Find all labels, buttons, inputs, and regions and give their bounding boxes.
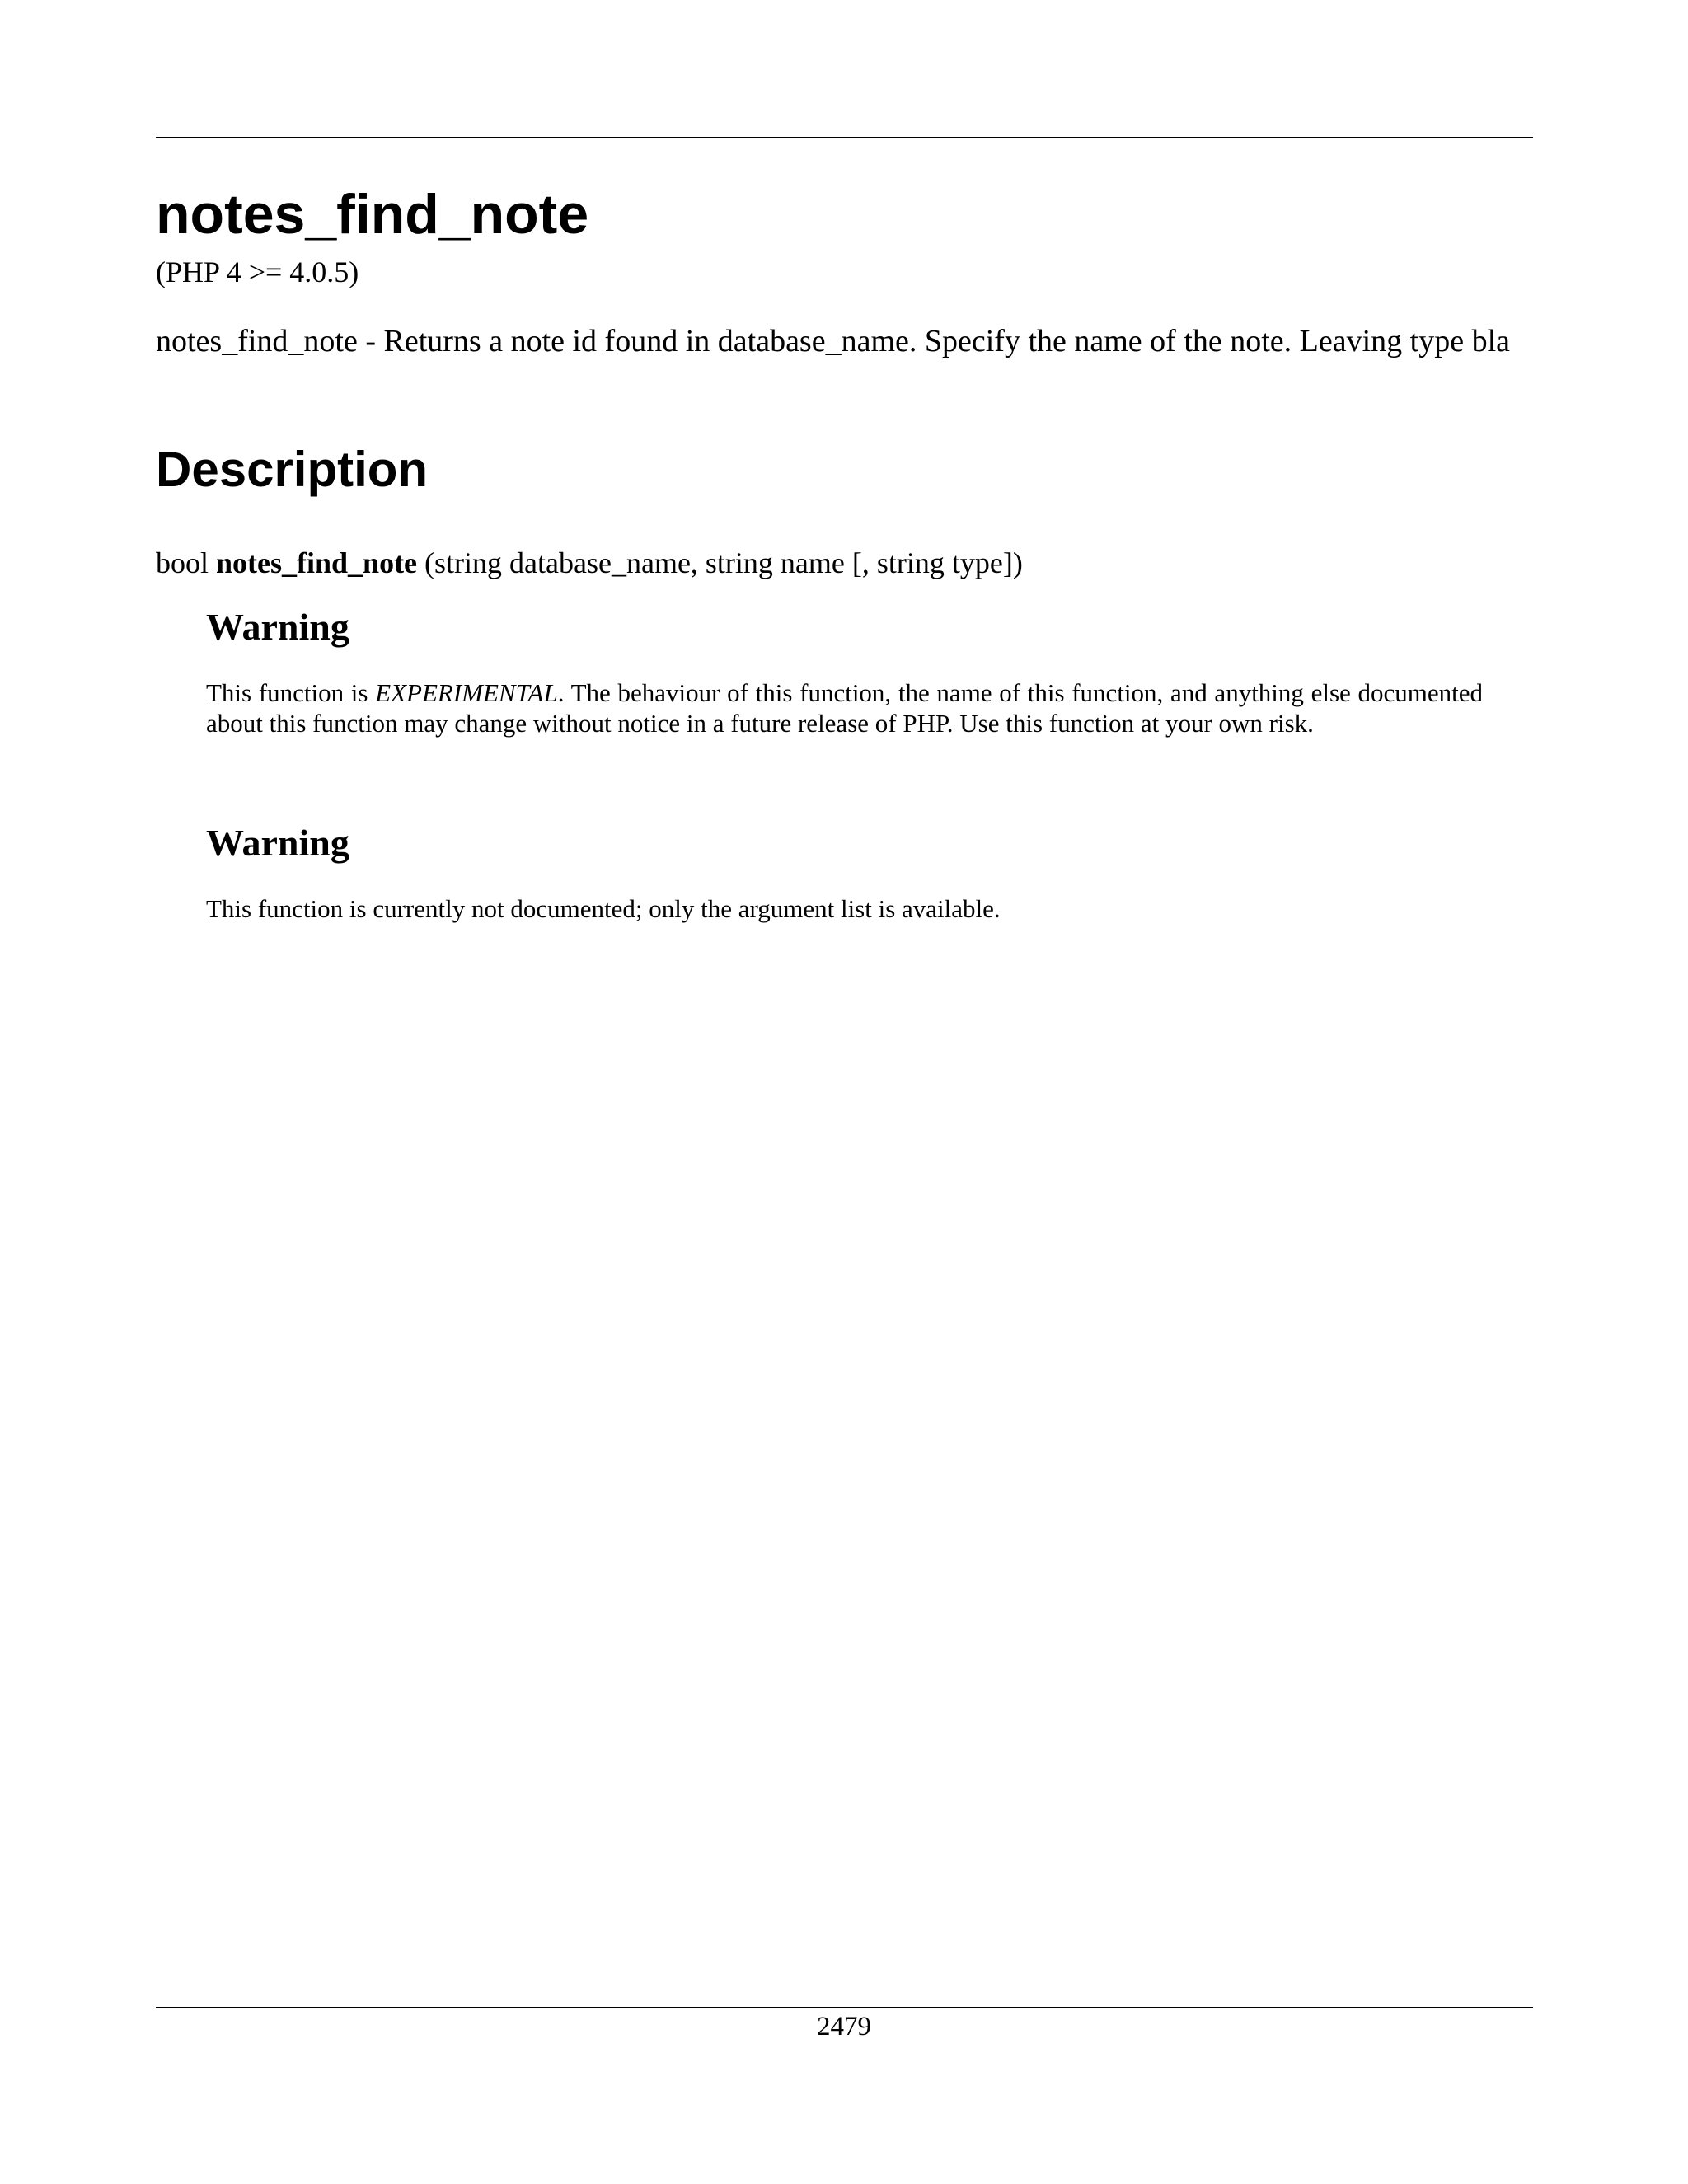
return-type: bool <box>156 546 209 579</box>
function-name: notes_find_note <box>216 546 418 579</box>
warning-text-undocumented: This function is currently not documented; only the argument list is available. <box>206 894 1001 923</box>
function-params: (string database_name, string name [, string type]) <box>424 546 1023 579</box>
page-number: 2479 <box>817 2012 871 2041</box>
function-synopsis <box>156 546 1023 581</box>
warning-text-experimental <box>206 677 1483 738</box>
warning-text-part: . The behaviour of this function, the name of this function, and anything else documented about this function may change without notice in a future release of PHP. Use this function at your own risk. <box>206 678 1483 738</box>
page-title: notes_find_note <box>156 183 589 246</box>
warning-text-part: This function is <box>206 678 376 707</box>
description-heading: Description <box>156 442 429 497</box>
version-info: (PHP 4 >= 4.0.5) <box>156 255 359 288</box>
warning-title-undocumented: Warning <box>206 822 349 864</box>
experimental-emphasis: EXPERIMENTAL <box>375 678 558 707</box>
function-purpose: notes_find_note - Returns a note id found in database_name. Specify the name of the note. Leaving type bla <box>156 324 1511 359</box>
warning-title-experimental: Warning <box>206 606 349 648</box>
header-rule <box>156 137 1533 138</box>
footer-rule <box>156 2007 1533 2008</box>
